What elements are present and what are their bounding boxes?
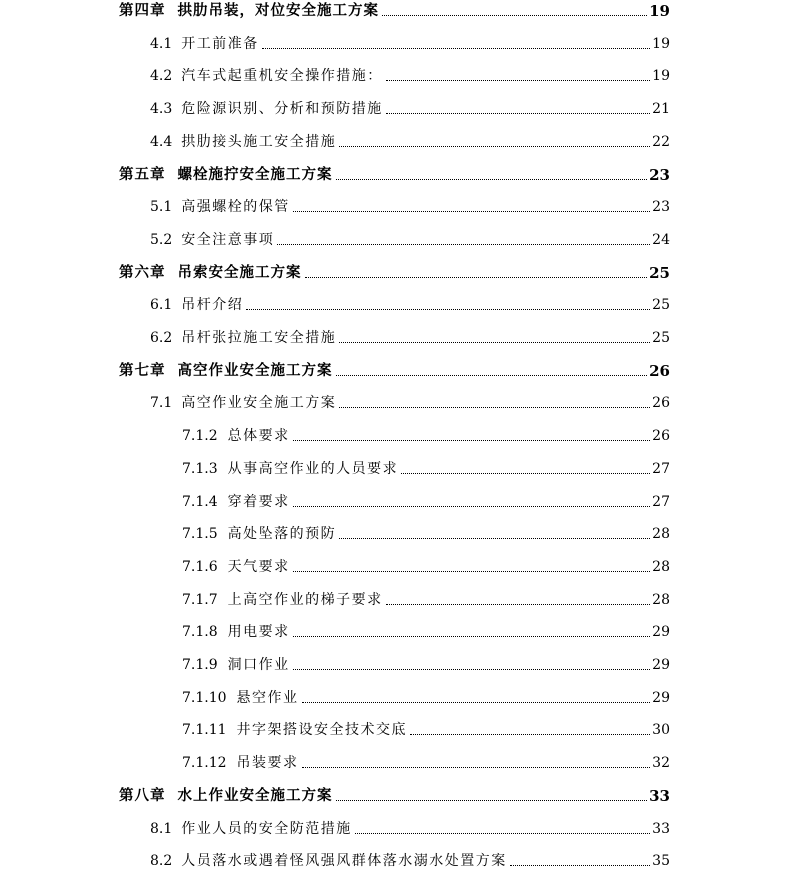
toc-entry-number: 7.1.9 <box>182 657 218 673</box>
dot-leader <box>302 702 651 703</box>
dot-leader <box>386 80 650 81</box>
toc-entry[interactable] <box>182 719 670 741</box>
toc-entry-number: 7.1.3 <box>182 460 218 477</box>
toc-entry-title: 汽车式起重机安全操作措施： <box>181 68 383 85</box>
toc-entry-number: 7.1 <box>150 395 173 412</box>
toc-entry-number: 5.2 <box>150 231 173 248</box>
toc-entry-title: 危险源识别、分析和预防措施 <box>181 101 383 118</box>
toc-entry-number: 7.1.8 <box>182 624 218 641</box>
toc-entry-number: 第七章 <box>119 361 166 379</box>
toc-entry-number: 7.1.11 <box>182 722 227 739</box>
toc-entry[interactable] <box>150 33 670 55</box>
toc-entry-number: 7.1.5 <box>182 526 218 543</box>
toc-entry[interactable] <box>150 65 670 87</box>
dot-leader <box>510 865 650 866</box>
toc-entry-number: 第八章 <box>119 786 166 804</box>
toc-entry-title: 吊装要求 <box>236 755 299 772</box>
toc-entry[interactable] <box>150 818 670 840</box>
toc-entry-page-number: 24 <box>652 231 670 248</box>
toc-entry[interactable] <box>150 196 670 218</box>
toc-entry-number: 7.1.6 <box>182 558 218 575</box>
toc-entry-title: 总体要求 <box>227 428 290 445</box>
toc-entry-page-number: 23 <box>652 199 670 216</box>
toc-entry-title: 螺栓施拧安全施工方案 <box>177 165 333 183</box>
dot-leader <box>382 15 647 16</box>
toc-entry[interactable] <box>182 687 670 709</box>
toc-entry-number: 7.1.10 <box>182 689 227 706</box>
toc-entry-page-number: 25 <box>649 263 670 282</box>
toc-entry-number: 7.1.4 <box>182 493 218 510</box>
toc-entry[interactable] <box>182 621 670 643</box>
toc-entry-title: 作业人员的安全防范措施 <box>181 820 352 837</box>
dot-leader <box>262 48 650 49</box>
toc-entry-number: 7.1.2 <box>182 428 218 445</box>
toc-entry-number: 8.1 <box>150 820 173 837</box>
toc-entry-page-number: 21 <box>652 101 670 118</box>
dot-leader <box>386 604 651 605</box>
dot-leader <box>355 833 650 834</box>
toc-entry-title: 高强螺栓的保管 <box>181 199 290 216</box>
toc-entry-title: 用电要求 <box>227 624 290 641</box>
toc-entry[interactable] <box>182 523 670 545</box>
toc-entry-page-number: 28 <box>652 558 670 575</box>
toc-entry-page-number: 29 <box>652 689 670 706</box>
dot-leader <box>293 669 651 670</box>
toc-entry-title: 水上作业安全施工方案 <box>177 786 333 804</box>
dot-leader <box>293 506 651 507</box>
dot-leader <box>410 734 650 735</box>
dot-leader <box>339 342 650 343</box>
toc-entry-title: 高空作业安全施工方案 <box>177 361 333 379</box>
toc-entry-number: 5.1 <box>150 199 173 216</box>
toc-entry[interactable] <box>182 589 670 611</box>
toc-entry-page-number: 28 <box>652 526 670 543</box>
toc-entry-page-number: 30 <box>652 722 670 739</box>
toc-entry[interactable] <box>150 229 670 251</box>
toc-entry[interactable] <box>150 294 670 316</box>
dot-leader <box>293 440 651 441</box>
toc-entry-page-number: 19 <box>652 35 670 52</box>
toc-entry-page-number: 25 <box>652 330 670 346</box>
toc-entry-number: 第五章 <box>119 165 166 183</box>
toc-entry[interactable] <box>150 392 670 414</box>
toc-entry-title: 洞口作业 <box>227 657 290 673</box>
dot-leader <box>293 636 651 637</box>
toc-entry-title: 穿着要求 <box>227 493 290 510</box>
toc-entry-page-number: 32 <box>652 755 670 772</box>
toc-entry-page-number: 26 <box>649 361 670 380</box>
dot-leader <box>305 277 648 278</box>
toc-entry-number: 7.1.7 <box>182 591 218 608</box>
toc-entry-page-number: 35 <box>652 853 670 870</box>
toc-entry[interactable] <box>119 164 670 186</box>
toc-entry[interactable] <box>119 0 670 22</box>
toc-entry[interactable] <box>119 262 670 284</box>
toc-entry-page-number: 25 <box>652 297 670 314</box>
toc-entry[interactable] <box>182 654 670 676</box>
toc-entry-title: 高空作业安全施工方案 <box>181 395 337 412</box>
toc-entry-title: 悬空作业 <box>236 689 299 706</box>
toc-entry-title: 拱肋接头施工安全措施 <box>181 133 337 150</box>
toc-entry-title: 安全注意事项 <box>181 231 275 248</box>
toc-entry-page-number: 19 <box>649 2 670 20</box>
toc-entry-page-number: 29 <box>652 657 670 673</box>
toc-entry-title: 拱肋吊装，对位安全施工方案 <box>177 2 379 19</box>
toc-entry-number: 4.4 <box>150 133 173 150</box>
dot-leader <box>339 407 650 408</box>
dot-leader <box>336 375 648 376</box>
dot-leader <box>336 800 648 801</box>
toc-entry-number: 第六章 <box>119 263 166 281</box>
toc-entry-number: 6.2 <box>150 330 173 346</box>
toc-entry[interactable] <box>119 360 670 382</box>
toc-entry-title: 井字架搭设安全技术交底 <box>236 722 408 739</box>
toc-entry-page-number: 26 <box>652 395 670 412</box>
toc-entry-title: 高处坠落的预防 <box>227 526 337 543</box>
toc-entry-title: 吊杆介绍 <box>181 297 244 314</box>
toc-entry[interactable] <box>182 752 670 774</box>
toc-entry[interactable] <box>150 850 670 872</box>
toc-entry-title: 开工前准备 <box>181 35 259 52</box>
toc-entry[interactable] <box>150 327 670 349</box>
toc-entry-page-number: 29 <box>652 624 670 641</box>
dot-leader <box>386 113 650 114</box>
toc-entry-number: 6.1 <box>150 297 173 314</box>
dot-leader <box>277 244 650 245</box>
toc-entry-number: 4.3 <box>150 101 173 118</box>
toc-entry-title: 吊杆张拉施工安全措施 <box>181 330 337 346</box>
toc-entry-title: 吊索安全施工方案 <box>177 263 302 281</box>
toc-entry[interactable] <box>150 98 670 120</box>
toc-entry[interactable] <box>182 491 670 513</box>
toc-entry-page-number: 26 <box>652 428 670 445</box>
toc-entry[interactable] <box>182 425 670 447</box>
toc-entry[interactable] <box>150 131 670 153</box>
dot-leader <box>293 211 650 212</box>
toc-entry-page-number: 22 <box>652 133 670 150</box>
toc-entry-title: 人员落水或遇着怪风强风群体落水溺水处置方案 <box>181 853 507 870</box>
toc-entry-page-number: 33 <box>652 820 670 837</box>
dot-leader <box>246 309 650 310</box>
toc-entry-number: 7.1.12 <box>182 755 227 772</box>
toc-entry-page-number: 27 <box>652 460 670 477</box>
toc-entry-page-number: 19 <box>652 68 670 85</box>
toc-entry-title: 天气要求 <box>227 558 290 575</box>
toc-entry-number: 8.2 <box>150 853 173 870</box>
toc-entry-page-number: 23 <box>649 165 670 184</box>
toc-entry-title: 从事高空作业的人员要求 <box>227 460 399 477</box>
toc-entry-number: 4.2 <box>150 68 173 85</box>
toc-entry-number: 第四章 <box>119 2 166 19</box>
toc-entry-page-number: 27 <box>652 493 670 510</box>
toc-entry[interactable] <box>182 458 670 480</box>
dot-leader <box>339 538 650 539</box>
toc-entry-number: 4.1 <box>150 35 173 52</box>
toc-entry-title: 上高空作业的梯子要求 <box>227 591 383 608</box>
dot-leader <box>339 146 650 147</box>
toc-entry[interactable] <box>182 556 670 578</box>
toc-entry-page-number: 33 <box>649 786 670 805</box>
toc-entry[interactable] <box>119 785 670 807</box>
toc-entry-page-number: 28 <box>652 591 670 608</box>
dot-leader <box>302 767 651 768</box>
dot-leader <box>336 179 648 180</box>
dot-leader <box>293 571 651 572</box>
dot-leader <box>401 473 650 474</box>
